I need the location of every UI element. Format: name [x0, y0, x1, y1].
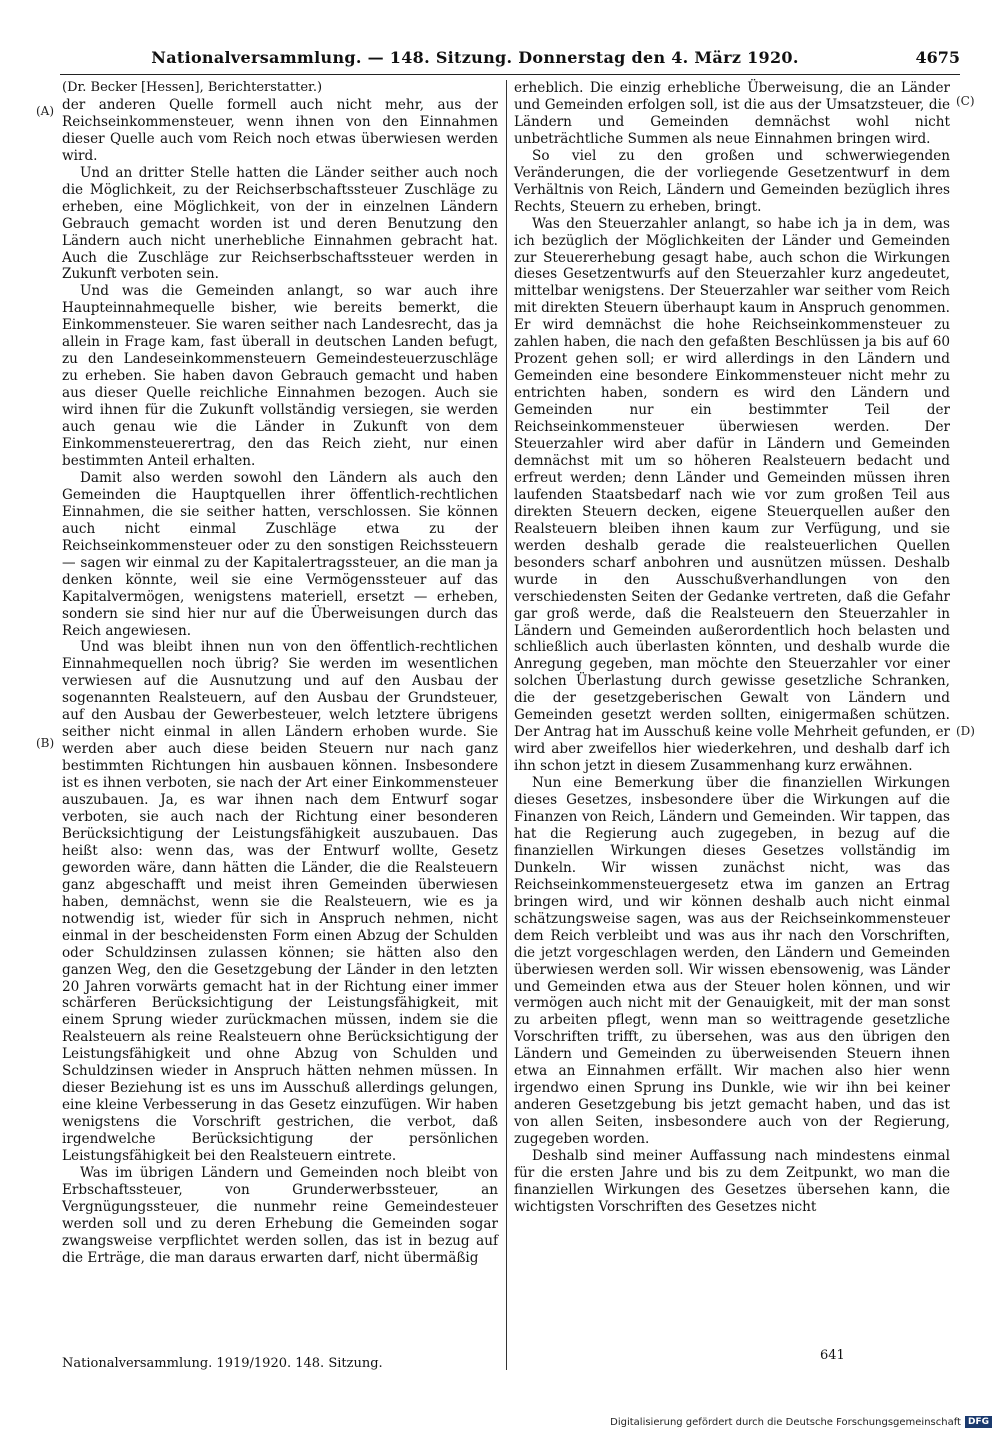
page-number: 4675: [915, 48, 960, 67]
paragraph: Und was die Gemeinden anlangt, so war auch ihre Haupteinnahmequelle bisher, wie bereits bemerkt, die Einkommensteuer. Sie waren seither nach Landesrecht, das ja allein in Frage kam, fast überall in deutschen Landen befugt, zu den Landeseinkommensteuern Gemeindesteuerzuschläge zu erheben. Sie haben davon Gebrauch gemacht und haben aus dieser Quelle reichliche Einnahmen bezogen. Auch sie wird ihnen für die Zukunft vollständig versiegen, sie werden auch genau wie die Länder in Zukunft von dem Einkommensteuerertrag, den das Reich zieht, nur einen bestimmten Anteil erhalten.: [62, 283, 498, 469]
running-title: Nationalversammlung. — 148. Sitzung. Donnerstag den 4. März 1920.: [151, 48, 799, 67]
footer-imprint: Nationalversammlung. 1919/1920. 148. Sitzung.: [62, 1356, 383, 1371]
speaker-line: (Dr. Becker [Hessen], Berichterstatter.): [62, 80, 323, 95]
paragraph: Und was bleibt ihnen nun von den öffentlich-rechtlichen Einnahmequellen noch übrig? Sie werden im wesentlichen verwiesen auf die Ausnutzung und auf den Ausbau der sogenannten Realsteuern, auf den Ausbau der Grundsteuer, auf den Ausbau der Gewerbesteuer, welch letztere übrigens seither nicht einmal in allen Ländern erhoben wurde. Sie werden aber auch diese beiden Steuern nur nach ganz bestimmten Richtungen hin ausbauen können. Insbesondere ist es ihnen verboten, sie nach der Art einer Einkommensteuer auszubauen. Ja, es war ihnen nach dem Entwurf sogar verboten, sie auch nach der Richtung einer besonderen Berücksichtigung der Leistungsfähigkeit auszubauen. Das heißt also: wenn das, was der Entwurf wollte, Gesetz geworden wäre, dann hätten die Länder, die die Realsteuern ganz abgeschafft und meist ihren Gemeinden überwiesen haben, demnächst, wenn sie die Realsteuern, wie es ja notwendig ist, wieder für sich in Anspruch nehmen, nicht einmal in der bescheidensten Form einen Abzug der Schulden oder Schuldzinsen zulassen können; sie hätten also den ganzen Weg, den die Gesetzgebung der Länder in den letzten 20 Jahren vorwärts gemacht hat in der Richtung einer immer schärferen Berücksichtigung der Leistungsfähigkeit, mit einem Sprung wieder zurückmachen müssen, indem sie die Realsteuern als reine Realsteuern ohne Berücksichtigung der Leistungsfähigkeit und ohne Abzug von Schulden und Schuldzinsen wieder in Anspruch hätten nehmen müssen. In dieser Beziehung ist es uns im Ausschuß allerdings gelungen, eine kleine Verbesserung in das Gesetz einzufügen. Wir haben wenigstens die Vorschrift gestrichen, die verbot, daß irgendwelche Berücksichtigung der persönlichen Leistungsfähigkeit bei den Realsteuern eintrete.: [62, 639, 498, 1165]
right-column: [514, 80, 950, 1216]
margin-mark-c: (C): [956, 94, 975, 108]
paragraph: Nun eine Bemerkung über die finanziellen Wirkungen dieses Gesetzes, insbesondere über die Wirkungen auf die Finanzen von Reich, Ländern und Gemeinden. Wir tappen, das hat die Regierung auch zugegeben, in bezug auf die finanziellen Wirkungen dieses Gesetzes vollständig im Dunkeln. Wir wissen zunächst nicht, was das Reichseinkommensteuergesetz etwa im ganzen an Ertrag bringen wird, und wir können deshalb auch nicht einmal schätzungsweise sagen, was aus der Reichseinkommensteuer dem Reich verbleibt und was aus ihr nach den Vorschriften, die jetzt vorgeschlagen werden, den Ländern und Gemeinden überwiesen werden soll. Wir wissen ebensowenig, was Länder und Gemeinden etwa aus der Steuer holen können, und wir vermögen auch nicht mit der Genauigkeit, mit der man sonst zu arbeiten pflegt, wenn man so weittragende gesetzliche Vorschriften trifft, zu übersehen, was aus den übrigen den Ländern und Gemeinden zu überweisenden Steuern ihnen etwa an Einnahmen erfällt. Wir machen also hier wenn irgendwo einen Sprung ins Dunkle, wie wir ihn bei keiner anderen Gesetzgebung bis jetzt gemacht haben, und das ist von allen Seiten, insbesondere auch von der Regierung, zugegeben worden.: [514, 775, 950, 1148]
sheet-number: 641: [820, 1348, 845, 1363]
column-divider: [506, 80, 507, 1370]
header-rule: [60, 74, 960, 75]
paragraph: Und an dritter Stelle hatten die Länder seither auch noch die Möglichkeit, zu der Reichserbschaftssteuer Zuschläge zu erheben, eine Möglichkeit, von der in einzelnen Ländern Gebrauch gemacht worden ist und deren Benutzung den Ländern auch nicht unerhebliche Einnahmen gebracht hat. Auch die Zuschläge zur Reichserbschaftssteuer werden in Zukunft verboten sein.: [62, 164, 498, 283]
paragraph: Was im übrigen Ländern und Gemeinden noch bleibt von Erbschaftssteuer, von Grunderwerbssteuer, an Vergnügungssteuer, die nunmehr reine Gemeindesteuer werden soll und zu deren Erhebung die Gemeinden sogar zwangsweise verpflichtet werden sollen, das ist in bezug auf die Erträge, die man daraus erwarten darf, nicht übermäßig: [62, 1165, 498, 1266]
paragraph: Was den Steuerzahler anlangt, so habe ich ja in dem, was ich bezüglich der Möglichkeiten der Länder und Gemeinden zur Steuererhebung gesagt habe, auch schon die Wirkungen dieses Gesetzentwurfs auf den Steuerzahler kurz angedeutet, mittelbar wenigstens. Der Steuerzahler war seither vom Reich mit direkten Steuern überhaupt kaum in Anspruch genommen. Er wird demnächst die hohe Reichseinkommensteuer zu zahlen haben, die nach den gefaßten Beschlüssen ja bis auf 60 Prozent gehen soll; er wird allerdings in den Ländern und Gemeinden eine besondere Einkommensteuer nicht mehr zu entrichten haben, sondern es wird den Ländern und Gemeinden nur ein bestimmter Teil der Reichseinkommensteuer überwiesen werden. Der Steuerzahler wird aber dafür in Ländern und Gemeinden demnächst mit um so höheren Realsteuern bedacht und erfreut werden; denn Länder und Gemeinden müssen ihren laufenden Staatsbedarf nach wie vor zum großen Teil aus direkten Steuern decken, eigene Steuerquellen außer den Realsteuern bleiben ihnen kaum zur Verfügung, und sie werden deshalb gerade die realsteuerlichen Quellen besonders scharf anbohren und ausnützen müssen. Deshalb wurde in den Ausschußverhandlungen von den verschiedensten Seiten der Gedanke vertreten, daß die Gefahr gar groß werde, daß die Realsteuern den Steuerzahler in Ländern und Gemeinden außerordentlich hoch belasten und schließlich auch überlasten könnten, und deshalb wurde die Anregung gegeben, man möchte den Steuerzahler vor einer solchen Überlastung durch gewisse gesetzliche Schranken, die der gesetzgeberischen Gewalt von Ländern und Gemeinden gesetzt werden sollten, einigermaßen schützen. Der Antrag hat im Ausschuß keine volle Mehrheit gefunden, er wird aber zweifellos hier wiederkehren, und deshalb darf ich ihn schon jetzt in diesem Zusammenhang kurz erwähnen.: [514, 215, 950, 775]
left-column: [62, 80, 498, 1267]
credit-text: Digitalisierung gefördert durch die Deutsche Forschungsgemeinschaft: [610, 1416, 961, 1428]
margin-mark-b: (B): [36, 736, 55, 750]
paragraph: der anderen Quelle formell auch nicht mehr, aus der Reichseinkommensteuer, wenn ihnen von den Einnahmen dieser Quelle auch vom Reich noch etwas überwiesen werden wird.: [62, 96, 498, 164]
dfg-logo: DFG: [965, 1416, 992, 1428]
digitization-credit: [610, 1416, 992, 1428]
paragraph: So viel zu den großen und schwerwiegenden Veränderungen, die der vorliegende Gesetzentwurf in dem Verhältnis von Reich, Ländern und Gemeinden bezüglich ihres Rechts, Steuern zu erheben, bringt.: [514, 147, 950, 215]
margin-mark-a: (A): [36, 104, 55, 118]
paragraph: Damit also werden sowohl den Ländern als auch den Gemeinden die Hauptquellen ihrer öffentlich-rechtlichen Einnahmen, die sie seither hatten, verschlossen. Sie können auch nicht einmal Zuschläge etwa zu der Reichseinkommensteuer oder zu den sonstigen Reichssteuern — sagen wir einmal zu der Kapitalertragssteuer, an die man ja denken könnte, weil sie eine Vermögenssteuer auf das Kapitalvermögen, wenigstens materiell, ersetzt — erheben, sondern sie sind hier nur auf die Überweisungen durch das Reich angewiesen.: [62, 469, 498, 639]
paragraph: erheblich. Die einzig erhebliche Überweisung, die an Länder und Gemeinden erfolgen soll, ist die aus der Umsatzsteuer, die Ländern und Gemeinden demnächst wohl nicht unbeträchtliche Summen als neue Einnahmen bringen wird.: [514, 80, 950, 147]
page-header: [60, 44, 960, 72]
paragraph: Deshalb sind meiner Auffassung nach mindestens einmal für die ersten Jahre und bis zu dem Zeitpunkt, wo man die finanziellen Wirkungen des Gesetzes übersehen kann, die wichtigsten Vorschriften des Gesetzes nicht: [514, 1148, 950, 1215]
margin-mark-d: (D): [956, 724, 975, 738]
